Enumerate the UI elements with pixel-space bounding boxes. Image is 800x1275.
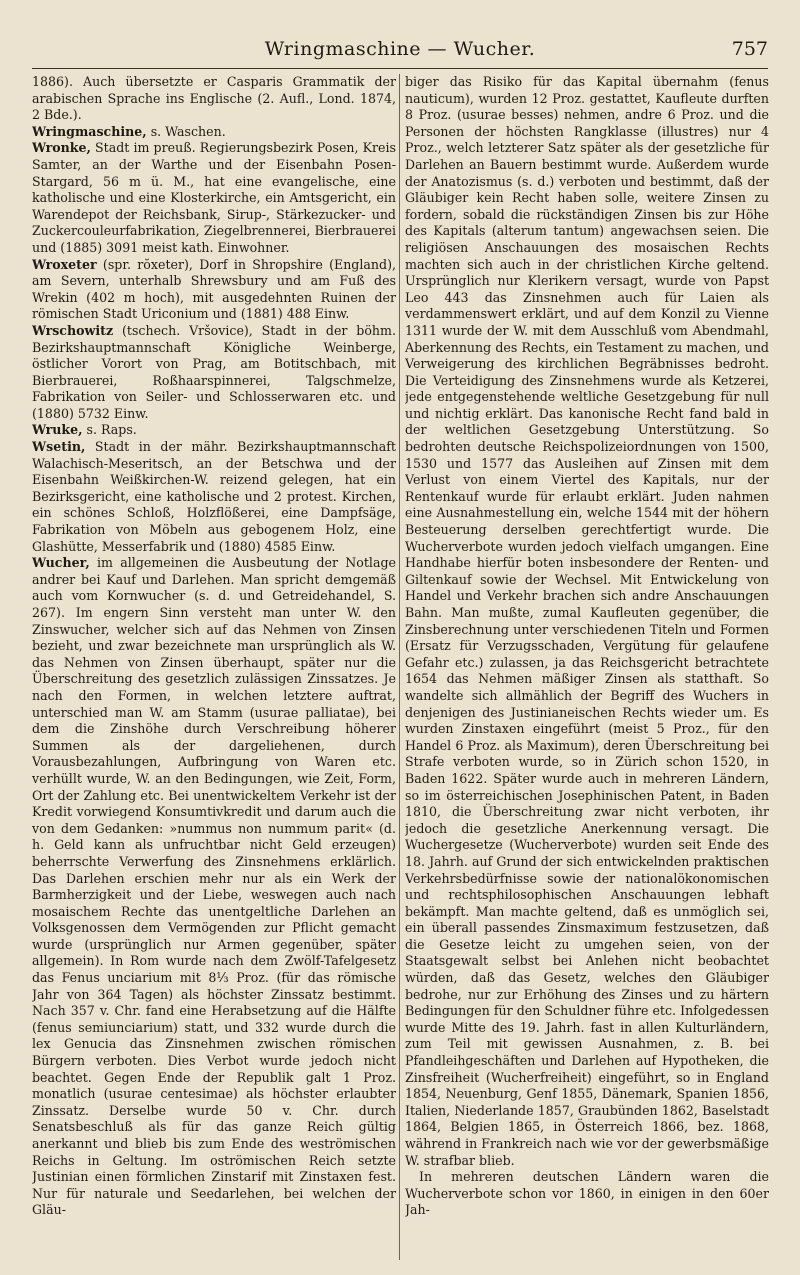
entry-continuation: biger das Risiko für das Kapital übernahm (fenus nauticum), wurden 12 Proz. gestattet, Kaufleute durften 8 Proz. (usurae besses) nehmen, andre 6 Proz. und die Personen der höchsten Rangklasse (illustres) nur 4 Proz., welch letzterer Satz später als der gesetzliche für Darlehen an Bauern bestimmt wurde. Außerdem wurde der Anatozismus (s. d.) verboten und bestimmt, daß der Gläubiger kein Recht haben solle, weitere Zinsen zu fordern, sobald die rückständigen Zinsen bis zur Höhe des Kapitals (alterum tantum) angewachsen seien. Die religiösen Anschauungen des mosaischen Rechts machten sich auch in der christlichen Kirche geltend. Ursprünglich nur Klerikern versagt, wurde von Papst Leo 443 das Zinsnehmen auch für Laien als verdammenswert erklärt, und auf dem Konzil zu Vienne 1311 wurde der W. mit dem Ausschluß vom Abendmahl, Aberkennung des Rechts, ein Testament zu machen, und Verweigerung des kirchlichen Begräbnisses bedroht. Die Verteidigung des Zinsnehmens wurde als Ketzerei, jede entgegenstehende weltliche Gesetzgebung für null und nichtig erklärt. Das kanonische Recht fand bald in der weltlichen Gesetzgebung Unterstützung. So bedrohten deutsche Reichspolizeiordnungen von 1500, 1530 und 1577 das Ausleihen auf Zinsen mit dem Verlust von einem Viertel des Kapitals, nur der Rentenkauf wurde für erlaubt erklärt. Juden nahmen eine Ausnahmestellung ein, welche 1544 mit der höhern Besteuerung derselben gerechtfertigt wurde. Die Wucherverbote wurden jedoch vielfach umgangen. Eine Handhabe hierfür boten insbesondere der Renten- und Giltenkauf sowie der Wechsel. Mit Entwickelung von Handel und Verkehr brachen sich andre Anschauungen Bahn. Man mußte, zumal Kaufleuten gegenüber, die Zinsberechnung unter verschiedenen Titeln und Formen (Ersatz für Verzugsschaden, Vergütung für gelaufene Gefahr etc.) zulassen, ja das Reichsgericht betrachtete 1654 das Nehmen mäßiger Zinsen als statthaft. So wandelte sich allmählich der Begriff des Wuchers in denjenigen des Justinianeischen Rechts wieder um. Es wurden Zinstaxen eingeführt (meist 5 Proz., für den Handel 6 Proz. als Maximum), deren Überschreitung bei Strafe verboten wurde, so in Zürich schon 1520, in Baden 1622. Später wurde auch in mehreren Ländern, so im österreichischen Josephinischen Patent, in Baden 1810, die Überschreitung zwar nicht verboten, ihr jedoch die gesetzliche Anerkennung versagt. Die Wuchergesetze (Wucherverbote) wurden seit Ende des 18. Jahrh. auf Grund der sich entwickelnden praktischen Verkehrsbedürfnisse sowie der nationalökonomischen und rechtsphilosophischen Anschauungen lebhaft bekämpft. Man machte geltend, daß es unmöglich sei, ein überall passendes Zinsmaximum festzusetzen, daß die Gesetze leicht zu umgehen seien, von der Staatsgewalt selbst bei Anlehen nicht beobachtet würden, daß das Gesetz, welches den Gläubiger bedrohe, nur zur Erhöhung des Zinses und zu härtern Bedingungen für den Schuldner führe etc. Infolgedessen wurde Mitte des 19. Jahrh. fast in allen Kulturländern, zum Teil mit gewissen Ausnahmen, z. B. bei Pfandleihgeschäften und Darlehen auf Hypotheken, die Zinsfreiheit (Wucherfreiheit) eingeführt, so in England 1854, Neuenburg, Genf 1855, Dänemark, Spanien 1856, Italien, Niederlande 1857, Graubünden 1862, Baselstadt 1864, Belgien 1865, in Österreich 1866, bez. 1868, während in Frankreich nach wie vor der gewerbsmäßige W. strafbar blieb. [405, 74, 769, 1168]
entry-wruke: Wruke, s. Raps. [32, 422, 137, 438]
entry-wrschowitz: Wrschowitz (tschech. Vršovice), Stadt in der böhm. Bezirkshauptmannschaft Königliche Weinberge, östlicher Vorort von Prag, am Botitschbach, mit Bierbrauerei, Roßhaarspinnerei, Talgschmelze, Fabrikation von Seiler- und Schlosserwaren etc. und (1880) 5732 Einw. [32, 322, 396, 421]
entry-text: 1886). Auch übersetzte er Casparis Grammatik der arabischen Sprache ins Englische (2. Aufl., Lond. 1874, 2 Bde.). [32, 74, 396, 123]
right-column [405, 74, 769, 1264]
headword: Wronke, [32, 140, 91, 156]
entry-wringmaschine: Wringmaschine, s. Waschen. [32, 123, 226, 139]
entry-wucher: Wucher, im allgemeinen die Ausbeutung der Notlage andrer bei Kauf und Darlehen. Man spricht demgemäß auch vom Kornwucher (s. d. und Getreidehandel, S. 267). Im engern Sinn versteht man unter W. den Zinswucher, welcher sich auf das Nehmen von Zinsen bezieht, und zwar bezeichnete man ursprünglich als W. das Nehmen von Zinsen überhaupt, später nur die Überschreitung des gesetzlich zulässigen Zinssatzes. Je nach den Formen, in welchen letztere auftrat, unterschied man W. am Stamm (usurae palliatae), bei dem die Zinshöhe durch Verschreibung höherer Summen als der dargeliehenen, durch Vorausbezahlungen, Aufbringung von Waren etc. verhüllt wurde, W. an den Bedingungen, wie Zeit, Form, Ort der Zahlung etc. Bei unentwickeltem Verkehr ist der Kredit vorwiegend Konsumtivkredit und darum auch die von dem Gedanken: »nummus non nummum parit« (d. h. Geld kann als unfruchtbar nicht Geld erzeugen) beherrschte Verwerfung des Zinsnehmens erklärlich. Das Darlehen erschien mehr nur als ein Werk der Barmherzigkeit und der Liebe, weswegen auch nach mosaischem Rechte das unentgeltliche Darlehen an Volksgenossen dem Vermögenden zur Pflicht gemacht wurde (ursprünglich nur Armen gegenüber, später allgemein). In Rom wurde nach dem Zwölf-Tafelgesetz das Fenus unciarium mit 8⅓ Proz. (für das römische Jahr von 364 Tagen) als höchster Zinssatz bestimmt. Nach 357 v. Chr. fand eine Herabsetzung auf die Hälfte (fenus semiunciarium) statt, und 332 wurde durch die lex Genucia das Zinsnehmen zwischen römischen Bürgern verboten. Dies Verbot wurde jedoch nicht beachtet. Gegen Ende der Republik galt 1 Proz. monatlich (usurae centesimae) als höchster erlaubter Zinssatz. Derselbe wurde 50 v. Chr. durch Senatsbeschluß als für das ganze Reich gültig anerkannt und blieb bis zum Ende des weströmischen Reichs in Geltung. Im oströmischen Reich setzte Justinian einen förmlichen Zinstarif mit Zinstaxen fest. Nur für naturale und Seedarlehen, bei welchen der Gläu- [32, 555, 396, 1218]
page-header [32, 38, 768, 66]
headword: Wringmaschine, [32, 123, 147, 139]
entry-wroxeter: Wroxeter (spr. rŏxeter), Dorf in Shropshire (England), am Severn, unterhalb Shrewsbury und am Fuß des Wrekin (402 m hoch), mit ausgedehnten Ruinen der römischen Stadt Uriconium und (1881) 488 Einw. [32, 256, 396, 322]
header-rule [32, 68, 768, 69]
entry-wsetin: Wsetin, Stadt in der mähr. Bezirkshauptmannschaft Walachisch-Meseritsch, an der Betschwa und der Eisenbahn Weißkirchen-W. reizend gelegen, hat ein Bezirksgericht, eine katholische und 2 protest. Kirchen, ein schönes Schloß, Holzflößerei, eine Dampfsäge, Fabrikation von Möbeln aus gebogenem Holz, eine Glashütte, Messerfabrik und (1880) 4585 Einw. [32, 439, 396, 554]
headword: Wroxeter [32, 256, 97, 272]
headword: Wucher, [32, 555, 90, 571]
running-title: Wringmaschine — Wucher. [264, 38, 536, 60]
page-number: 757 [731, 38, 768, 60]
headword: Wrschowitz [32, 322, 114, 338]
entry-paragraph: In mehreren deutschen Ländern waren die Wucherverbote schon vor 1860, in einigen in den 60er Jah- [405, 1169, 769, 1218]
headword: Wruke, [32, 422, 83, 438]
column-divider [399, 74, 400, 1260]
headword: Wsetin, [32, 439, 86, 455]
entry-wronke: Wronke, Stadt im preuß. Regierungsbezirk Posen, Kreis Samter, an der Warthe und der Eisenbahn Posen-Stargard, 56 m ü. M., hat eine evangelische, eine katholische und eine Klosterkirche, ein Amtsgericht, ein Warendepot der Reichsbank, Sirup-, Stärkezucker- und Zuckercouleurfabrikation, Ziegelbrennerei, Bierbrauerei und (1885) 3091 meist kath. Einwohner. [32, 140, 396, 255]
left-column [32, 74, 396, 1264]
